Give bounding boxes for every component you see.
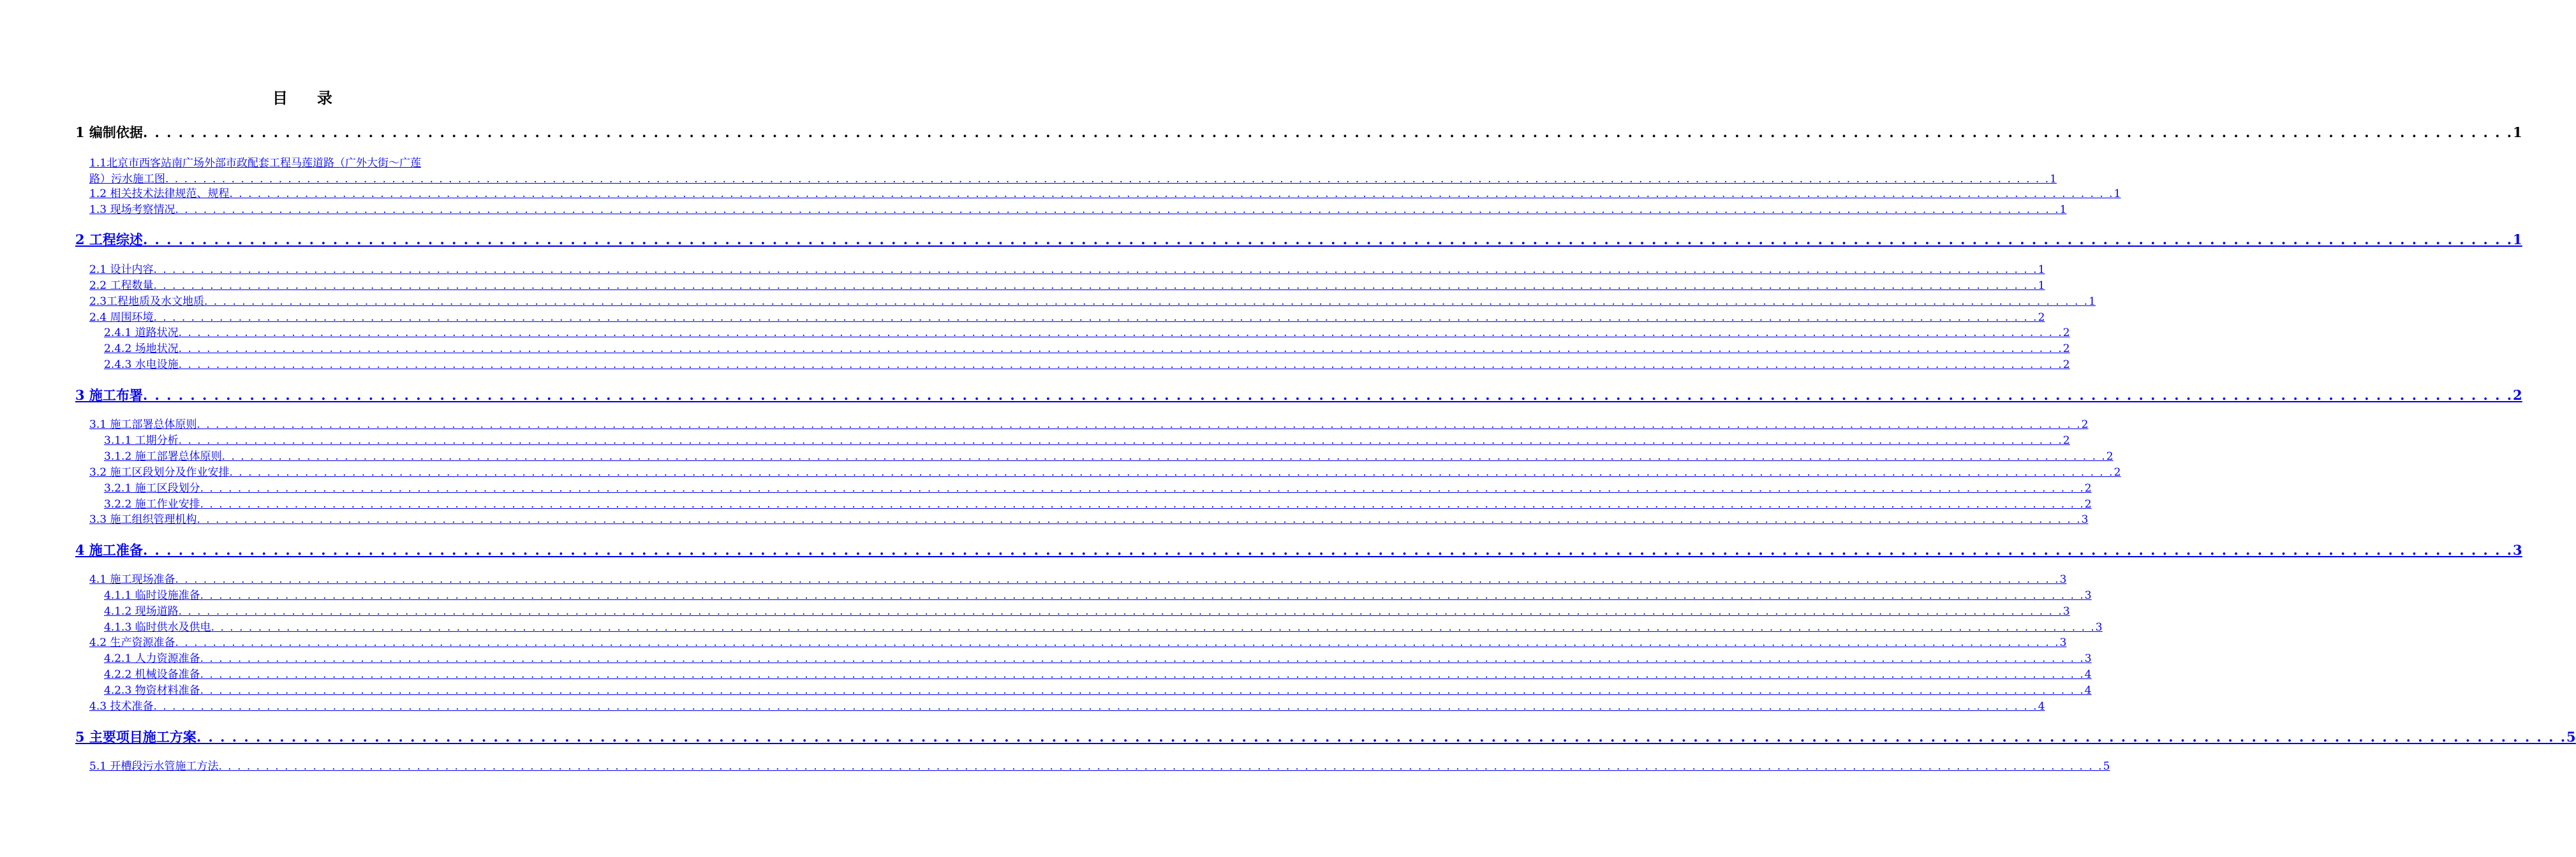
toc-entry-5[interactable]: 5 主要项目施工方案 . . . . . . . . . . . . . . . . . . . . . . . . . . . . . . . . . . . . . . . . . . . . . . . . . . . . . . . . . . . . . . . . . . . . . . . . . . . . . . . . . . . . . . . . . . . . . . . . . . . . . . . . . . . . . . . . . . . . . . . . . . . . . . . . . . . . . . . . . . . . . . . . . . . . . . . . . . . . . . . . . . . . . . . . . . . . . . . . . . . . . . . . . . . . . . . . . . . . . . . . 5 bbox=[75, 729, 2576, 745]
toc-entry-3[interactable]: 3 施工布署 . . . . . . . . . . . . . . . . . . . . . . . . . . . . . . . . . . . . . . . . . . . . . . . . . . . . . . . . . . . . . . . . . . . . . . . . . . . . . . . . . . . . . . . . . . . . . . . . . . . . . . . . . . . . . . . . . . . . . . . . . . . . . . . . . . . . . . . . . . . . . . . . . . . . . . . . . . . . . . . . . . . . . . . . . . . . . . . . . . . . . . . . . . . . . . . . . . . . . . . . 2 bbox=[75, 387, 2522, 403]
toc-leader-dots: . . . . . . . . . . . . . . . . . . . . . . . . . . . . . . . . . . . . . . . . . . . . . . . . . . . . . . . . . . . . . . . . . . . . . . . . . . . . . . . . . . . . . . . . . . . . . . . . . . . . . . . . . . . . . . . . . . . . . . . . . . . . . . . . . . . . . . . . . . . . . . . . . . . . . . . . . . . . . . . . . . . . . . . . . . . . . . . . . . . . . . . . . . . . . . . . . . . . . . . . bbox=[153, 279, 2038, 292]
toc-entry-4-1-1[interactable]: 4.1.1 临时设施准备 . . . . . . . . . . . . . . . . . . . . . . . . . . . . . . . . . . . . . . . . . . . . . . . . . . . . . . . . . . . . . . . . . . . . . . . . . . . . . . . . . . . . . . . . . . . . . . . . . . . . . . . . . . . . . . . . . . . . . . . . . . . . . . . . . . . . . . . . . . . . . . . . . . . . . . . . . . . . . . . . . . . . . . . . . . . . . . . . . . . . . . . . . . . . . . . . . . . . . . . . 3 bbox=[104, 589, 2092, 602]
toc-leader-dots: . . . . . . . . . . . . . . . . . . . . . . . . . . . . . . . . . . . . . . . . . . . . . . . . . . . . . . . . . . . . . . . . . . . . . . . . . . . . . . . . . . . . . . . . . . . . . . . . . . . . . . . . . . . . . . . . . . . . . . . . . . . . . . . . . . . . . . . . . . . . . . . . . . . . . . . . . . . . . . . . . . . . . . . . . . . . . . . . . . . . . . . . . . . . . . . . . . . . . . . . bbox=[178, 342, 2063, 355]
toc-entry-2-4-2[interactable]: 2.4.2 场地状况 . . . . . . . . . . . . . . . . . . . . . . . . . . . . . . . . . . . . . . . . . . . . . . . . . . . . . . . . . . . . . . . . . . . . . . . . . . . . . . . . . . . . . . . . . . . . . . . . . . . . . . . . . . . . . . . . . . . . . . . . . . . . . . . . . . . . . . . . . . . . . . . . . . . . . . . . . . . . . . . . . . . . . . . . . . . . . . . . . . . . . . . . . . . . . . . . . . . . . . . . 2 bbox=[104, 342, 2070, 355]
toc-leader-dots: . . . . . . . . . . . . . . . . . . . . . . . . . . . . . . . . . . . . . . . . . . . . . . . . . . . . . . . . . . . . . . . . . . . . . . . . . . . . . . . . . . . . . . . . . . . . . . . . . . . . . . . . . . . . . . . . . . . . . . . . . . . . . . . . . . . . . . . . . . . . . . . . . . . . . . . . . . . . . . . . . . . . . . . . . . . . . . . . . . . . . . . . . . . . . . . . . . . . . . . . bbox=[142, 542, 2513, 558]
toc-entry-3-1[interactable]: 3.1 施工部署总体原则 . . . . . . . . . . . . . . . . . . . . . . . . . . . . . . . . . . . . . . . . . . . . . . . . . . . . . . . . . . . . . . . . . . . . . . . . . . . . . . . . . . . . . . . . . . . . . . . . . . . . . . . . . . . . . . . . . . . . . . . . . . . . . . . . . . . . . . . . . . . . . . . . . . . . . . . . . . . . . . . . . . . . . . . . . . . . . . . . . . . . . . . . . . . . . . . . . . . . . . . . 2 bbox=[89, 418, 2089, 431]
toc-title: 目 录 bbox=[272, 89, 334, 107]
toc-entry-2[interactable]: 2 工程综述 . . . . . . . . . . . . . . . . . . . . . . . . . . . . . . . . . . . . . . . . . . . . . . . . . . . . . . . . . . . . . . . . . . . . . . . . . . . . . . . . . . . . . . . . . . . . . . . . . . . . . . . . . . . . . . . . . . . . . . . . . . . . . . . . . . . . . . . . . . . . . . . . . . . . . . . . . . . . . . . . . . . . . . . . . . . . . . . . . . . . . . . . . . . . . . . . . . . . . . . . 1 bbox=[75, 231, 2522, 247]
toc-entry-3-2-2[interactable]: 3.2.2 施工作业安排 . . . . . . . . . . . . . . . . . . . . . . . . . . . . . . . . . . . . . . . . . . . . . . . . . . . . . . . . . . . . . . . . . . . . . . . . . . . . . . . . . . . . . . . . . . . . . . . . . . . . . . . . . . . . . . . . . . . . . . . . . . . . . . . . . . . . . . . . . . . . . . . . . . . . . . . . . . . . . . . . . . . . . . . . . . . . . . . . . . . . . . . . . . . . . . . . . . . . . . . . 2 bbox=[104, 498, 2092, 511]
toc-leader-dots: . . . . . . . . . . . . . . . . . . . . . . . . . . . . . . . . . . . . . . . . . . . . . . . . . . . . . . . . . . . . . . . . . . . . . . . . . . . . . . . . . . . . . . . . . . . . . . . . . . . . . . . . . . . . . . . . . . . . . . . . . . . . . . . . . . . . . . . . . . . . . . . . . . . . . . . . . . . . . . . . . . . . . . . . . . . . . . . . . . . . . . . . . . . . . . . . . . . . . . . . bbox=[142, 231, 2513, 247]
toc-entry-4-1-2[interactable]: 4.1.2 现场道路 . . . . . . . . . . . . . . . . . . . . . . . . . . . . . . . . . . . . . . . . . . . . . . . . . . . . . . . . . . . . . . . . . . . . . . . . . . . . . . . . . . . . . . . . . . . . . . . . . . . . . . . . . . . . . . . . . . . . . . . . . . . . . . . . . . . . . . . . . . . . . . . . . . . . . . . . . . . . . . . . . . . . . . . . . . . . . . . . . . . . . . . . . . . . . . . . . . . . . . . . 3 bbox=[104, 605, 2070, 618]
toc-entry-1-2[interactable]: 1.2 相关技术法律规范、规程 . . . . . . . . . . . . . . . . . . . . . . . . . . . . . . . . . . . . . . . . . . . . . . . . . . . . . . . . . . . . . . . . . . . . . . . . . . . . . . . . . . . . . . . . . . . . . . . . . . . . . . . . . . . . . . . . . . . . . . . . . . . . . . . . . . . . . . . . . . . . . . . . . . . . . . . . . . . . . . . . . . . . . . . . . . . . . . . . . . . . . . . . . . . . . . . . . . . . . . . . 1 bbox=[89, 187, 2121, 200]
toc-entry-1-3[interactable]: 1.3 现场考察情况 . . . . . . . . . . . . . . . . . . . . . . . . . . . . . . . . . . . . . . . . . . . . . . . . . . . . . . . . . . . . . . . . . . . . . . . . . . . . . . . . . . . . . . . . . . . . . . . . . . . . . . . . . . . . . . . . . . . . . . . . . . . . . . . . . . . . . . . . . . . . . . . . . . . . . . . . . . . . . . . . . . . . . . . . . . . . . . . . . . . . . . . . . . . . . . . . . . . . . . . . 1 bbox=[89, 203, 2067, 216]
toc-leader-dots: . . . . . . . . . . . . . . . . . . . . . . . . . . . . . . . . . . . . . . . . . . . . . . . . . . . . . . . . . . . . . . . . . . . . . . . . . . . . . . . . . . . . . . . . . . . . . . . . . . . . . . . . . . . . . . . . . . . . . . . . . . . . . . . . . . . . . . . . . . . . . . . . . . . . . . . . . . . . . . . . . . . . . . . . . . . . . . . . . . . . . . . . . . . . . . . . . . . . . . . . bbox=[200, 589, 2085, 602]
toc-entry-2-3[interactable]: 2.3工程地质及水文地质 . . . . . . . . . . . . . . . . . . . . . . . . . . . . . . . . . . . . . . . . . . . . . . . . . . . . . . . . . . . . . . . . . . . . . . . . . . . . . . . . . . . . . . . . . . . . . . . . . . . . . . . . . . . . . . . . . . . . . . . . . . . . . . . . . . . . . . . . . . . . . . . . . . . . . . . . . . . . . . . . . . . . . . . . . . . . . . . . . . . . . . . . . . . . . . . . . . . . . . . . 1 bbox=[89, 295, 2096, 308]
toc-leader-dots: . . . . . . . . . . . . . . . . . . . . . . . . . . . . . . . . . . . . . . . . . . . . . . . . . . . . . . . . . . . . . . . . . . . . . . . . . . . . . . . . . . . . . . . . . . . . . . . . . . . . . . . . . . . . . . . . . . . . . . . . . . . . . . . . . . . . . . . . . . . . . . . . . . . . . . . . . . . . . . . . . . . . . . . . . . . . . . . . . . . . . . . . . . . . . . . . . . . . . . . . bbox=[229, 466, 2114, 479]
toc-entry-4-2-3[interactable]: 4.2.3 物资材料准备 . . . . . . . . . . . . . . . . . . . . . . . . . . . . . . . . . . . . . . . . . . . . . . . . . . . . . . . . . . . . . . . . . . . . . . . . . . . . . . . . . . . . . . . . . . . . . . . . . . . . . . . . . . . . . . . . . . . . . . . . . . . . . . . . . . . . . . . . . . . . . . . . . . . . . . . . . . . . . . . . . . . . . . . . . . . . . . . . . . . . . . . . . . . . . . . . . . . . . . . . 4 bbox=[104, 684, 2092, 697]
toc-leader-dots: . . . . . . . . . . . . . . . . . . . . . . . . . . . . . . . . . . . . . . . . . . . . . . . . . . . . . . . . . . . . . . . . . . . . . . . . . . . . . . . . . . . . . . . . . . . . . . . . . . . . . . . . . . . . . . . . . . . . . . . . . . . . . . . . . . . . . . . . . . . . . . . . . . . . . . . . . . . . . . . . . . . . . . . . . . . . . . . . . . . . . . . . . . . . . . . . . . . . . . . . bbox=[153, 311, 2038, 324]
toc-leader-dots: . . . . . . . . . . . . . . . . . . . . . . . . . . . . . . . . . . . . . . . . . . . . . . . . . . . . . . . . . . . . . . . . . . . . . . . . . . . . . . . . . . . . . . . . . . . . . . . . . . . . . . . . . . . . . . . . . . . . . . . . . . . . . . . . . . . . . . . . . . . . . . . . . . . . . . . . . . . . . . . . . . . . . . . . . . . . . . . . . . . . . . . . . . . . . . . . . . . . . . . . bbox=[142, 124, 2513, 140]
toc-leader-dots: . . . . . . . . . . . . . . . . . . . . . . . . . . . . . . . . . . . . . . . . . . . . . . . . . . . . . . . . . . . . . . . . . . . . . . . . . . . . . . . . . . . . . . . . . . . . . . . . . . . . . . . . . . . . . . . . . . . . . . . . . . . . . . . . . . . . . . . . . . . . . . . . . . . . . . . . . . . . . . . . . . . . . . . . . . . . . . . . . . . . . . . . . . . . . . . . . . . . . . . . bbox=[218, 760, 2103, 773]
toc-leader-dots: . . . . . . . . . . . . . . . . . . . . . . . . . . . . . . . . . . . . . . . . . . . . . . . . . . . . . . . . . . . . . . . . . . . . . . . . . . . . . . . . . . . . . . . . . . . . . . . . . . . . . . . . . . . . . . . . . . . . . . . . . . . . . . . . . . . . . . . . . . . . . . . . . . . . . . . . . . . . . . . . . . . . . . . . . . . . . . . . . . . . . . . . . . . . . . . . . . . . . . . . bbox=[200, 652, 2085, 665]
toc-entry-3-2[interactable]: 3.2 施工区段划分及作业安排 . . . . . . . . . . . . . . . . . . . . . . . . . . . . . . . . . . . . . . . . . . . . . . . . . . . . . . . . . . . . . . . . . . . . . . . . . . . . . . . . . . . . . . . . . . . . . . . . . . . . . . . . . . . . . . . . . . . . . . . . . . . . . . . . . . . . . . . . . . . . . . . . . . . . . . . . . . . . . . . . . . . . . . . . . . . . . . . . . . . . . . . . . . . . . . . . . . . . . . . . 2 bbox=[89, 466, 2121, 479]
toc-leader-dots: . . . . . . . . . . . . . . . . . . . . . . . . . . . . . . . . . . . . . . . . . . . . . . . . . . . . . . . . . . . . . . . . . . . . . . . . . . . . . . . . . . . . . . . . . . . . . . . . . . . . . . . . . . . . . . . . . . . . . . . . . . . . . . . . . . . . . . . . . . . . . . . . . . . . . . . . . . . . . . . . . . . . . . . . . . . . . . . . . . . . . . . . . . . . . . . . . . . . . . . . bbox=[142, 387, 2513, 403]
toc-leader-dots: . . . . . . . . . . . . . . . . . . . . . . . . . . . . . . . . . . . . . . . . . . . . . . . . . . . . . . . . . . . . . . . . . . . . . . . . . . . . . . . . . . . . . . . . . . . . . . . . . . . . . . . . . . . . . . . . . . . . . . . . . . . . . . . . . . . . . . . . . . . . . . . . . . . . . . . . . . . . . . . . . . . . . . . . . . . . . . . . . . . . . . . . . . . . . . . . . . . . . . . . bbox=[153, 263, 2038, 276]
toc-entry-3-1-1[interactable]: 3.1.1 工期分析 . . . . . . . . . . . . . . . . . . . . . . . . . . . . . . . . . . . . . . . . . . . . . . . . . . . . . . . . . . . . . . . . . . . . . . . . . . . . . . . . . . . . . . . . . . . . . . . . . . . . . . . . . . . . . . . . . . . . . . . . . . . . . . . . . . . . . . . . . . . . . . . . . . . . . . . . . . . . . . . . . . . . . . . . . . . . . . . . . . . . . . . . . . . . . . . . . . . . . . . . 2 bbox=[104, 434, 2070, 447]
toc-entry-4-2[interactable]: 4.2 生产资源准备 . . . . . . . . . . . . . . . . . . . . . . . . . . . . . . . . . . . . . . . . . . . . . . . . . . . . . . . . . . . . . . . . . . . . . . . . . . . . . . . . . . . . . . . . . . . . . . . . . . . . . . . . . . . . . . . . . . . . . . . . . . . . . . . . . . . . . . . . . . . . . . . . . . . . . . . . . . . . . . . . . . . . . . . . . . . . . . . . . . . . . . . . . . . . . . . . . . . . . . . . 3 bbox=[89, 636, 2067, 649]
toc-leader-dots: . . . . . . . . . . . . . . . . . . . . . . . . . . . . . . . . . . . . . . . . . . . . . . . . . . . . . . . . . . . . . . . . . . . . . . . . . . . . . . . . . . . . . . . . . . . . . . . . . . . . . . . . . . . . . . . . . . . . . . . . . . . . . . . . . . . . . . . . . . . . . . . . . . . . . . . . . . . . . . . . . . . . . . . . . . . . . . . . . . . . . . . . . . . . . . . . . . . . . . . . bbox=[178, 326, 2063, 339]
toc-leader-dots: . . . . . . . . . . . . . . . . . . . . . . . . . . . . . . . . . . . . . . . . . . . . . . . . . . . . . . . . . . . . . . . . . . . . . . . . . . . . . . . . . . . . . . . . . . . . . . . . . . . . . . . . . . . . . . . . . . . . . . . . . . . . . . . . . . . . . . . . . . . . . . . . . . . . . . . . . . . . . . . . . . . . . . . . . . . . . . . . . . . . . . . . . . . . . . . . . . . . . . . . bbox=[175, 203, 2060, 216]
toc-entry-3-2-1[interactable]: 3.2.1 施工区段划分 . . . . . . . . . . . . . . . . . . . . . . . . . . . . . . . . . . . . . . . . . . . . . . . . . . . . . . . . . . . . . . . . . . . . . . . . . . . . . . . . . . . . . . . . . . . . . . . . . . . . . . . . . . . . . . . . . . . . . . . . . . . . . . . . . . . . . . . . . . . . . . . . . . . . . . . . . . . . . . . . . . . . . . . . . . . . . . . . . . . . . . . . . . . . . . . . . . . . . . . . 2 bbox=[104, 482, 2092, 495]
toc-leader-dots: . . . . . . . . . . . . . . . . . . . . . . . . . . . . . . . . . . . . . . . . . . . . . . . . . . . . . . . . . . . . . . . . . . . . . . . . . . . . . . . . . . . . . . . . . . . . . . . . . . . . . . . . . . . . . . . . . . . . . . . . . . . . . . . . . . . . . . . . . . . . . . . . . . . . . . . . . . . . . . . . . . . . . . . . . . . . . . . . . . . . . . . . . . . . . . . . . . . . . . . . bbox=[221, 450, 2106, 463]
toc-entry-1-1[interactable]: 1.1北京市西客站南广场外部市政配套工程马莲道路（广外大街～广莲 路）污水施工图 . . . . . . . . . . . . . . . . . . . . . . . . . . . . . . . . . . . . . . . . . . . . . . . . . . . . . . . . . . . . . . . . . . . . . . . . . . . . . . . . . . . . . . . . . . . . . . . . . . . . . . . . . . . . . . . . . . . . . . . . . . . . . . . . . . . . . . . . . . . . . . . . . . . . . . . . . . . . . . . . . . . . . . . . . . . . . . . . . . . . . . . . . . . . . . . . . . . . . . . . 1 bbox=[89, 156, 533, 187]
toc-entry-4-1[interactable]: 4.1 施工现场准备 . . . . . . . . . . . . . . . . . . . . . . . . . . . . . . . . . . . . . . . . . . . . . . . . . . . . . . . . . . . . . . . . . . . . . . . . . . . . . . . . . . . . . . . . . . . . . . . . . . . . . . . . . . . . . . . . . . . . . . . . . . . . . . . . . . . . . . . . . . . . . . . . . . . . . . . . . . . . . . . . . . . . . . . . . . . . . . . . . . . . . . . . . . . . . . . . . . . . . . . . 3 bbox=[89, 573, 2067, 586]
toc-leader-dots: . . . . . . . . . . . . . . . . . . . . . . . . . . . . . . . . . . . . . . . . . . . . . . . . . . . . . . . . . . . . . . . . . . . . . . . . . . . . . . . . . . . . . . . . . . . . . . . . . . . . . . . . . . . . . . . . . . . . . . . . . . . . . . . . . . . . . . . . . . . . . . . . . . . . . . . . . . . . . . . . . . . . . . . . . . . . . . . . . . . . . . . . . . . . . . . . . . . . . . . . bbox=[196, 418, 2082, 431]
toc-leader-dots: . . . . . . . . . . . . . . . . . . . . . . . . . . . . . . . . . . . . . . . . . . . . . . . . . . . . . . . . . . . . . . . . . . . . . . . . . . . . . . . . . . . . . . . . . . . . . . . . . . . . . . . . . . . . . . . . . . . . . . . . . . . . . . . . . . . . . . . . . . . . . . . . . . . . . . . . . . . . . . . . . . . . . . . . . . . . . . . . . . . . . . . . . . . . . . . . . . . . . . . . bbox=[178, 605, 2063, 618]
toc-entry-2-2[interactable]: 2.2 工程数量 . . . . . . . . . . . . . . . . . . . . . . . . . . . . . . . . . . . . . . . . . . . . . . . . . . . . . . . . . . . . . . . . . . . . . . . . . . . . . . . . . . . . . . . . . . . . . . . . . . . . . . . . . . . . . . . . . . . . . . . . . . . . . . . . . . . . . . . . . . . . . . . . . . . . . . . . . . . . . . . . . . . . . . . . . . . . . . . . . . . . . . . . . . . . . . . . . . . . . . . . 1 bbox=[89, 279, 2045, 292]
toc-entry-3-1-2[interactable]: 3.1.2 施工部署总体原则 . . . . . . . . . . . . . . . . . . . . . . . . . . . . . . . . . . . . . . . . . . . . . . . . . . . . . . . . . . . . . . . . . . . . . . . . . . . . . . . . . . . . . . . . . . . . . . . . . . . . . . . . . . . . . . . . . . . . . . . . . . . . . . . . . . . . . . . . . . . . . . . . . . . . . . . . . . . . . . . . . . . . . . . . . . . . . . . . . . . . . . . . . . . . . . . . . . . . . . . . 2 bbox=[104, 450, 2113, 463]
toc-leader-dots: . . . . . . . . . . . . . . . . . . . . . . . . . . . . . . . . . . . . . . . . . . . . . . . . . . . . . . . . . . . . . . . . . . . . . . . . . . . . . . . . . . . . . . . . . . . . . . . . . . . . . . . . . . . . . . . . . . . . . . . . . . . . . . . . . . . . . . . . . . . . . . . . . . . . . . . . . . . . . . . . . . . . . . . . . . . . . . . . . . . . . . . . . . . . . . . . . . . . . . . . bbox=[229, 187, 2114, 200]
toc-leader-dots: . . . . . . . . . . . . . . . . . . . . . . . . . . . . . . . . . . . . . . . . . . . . . . . . . . . . . . . . . . . . . . . . . . . . . . . . . . . . . . . . . . . . . . . . . . . . . . . . . . . . . . . . . . . . . . . . . . . . . . . . . . . . . . . . . . . . . . . . . . . . . . . . . . . . . . . . . . . . . . . . . . . . . . . . . . . . . . . . . . . . . . . . . . . . . . . . . . . . . . . . bbox=[204, 295, 2089, 308]
toc-leader-dots: . . . . . . . . . . . . . . . . . . . . . . . . . . . . . . . . . . . . . . . . . . . . . . . . . . . . . . . . . . . . . . . . . . . . . . . . . . . . . . . . . . . . . . . . . . . . . . . . . . . . . . . . . . . . . . . . . . . . . . . . . . . . . . . . . . . . . . . . . . . . . . . . . . . . . . . . . . . . . . . . . . . . . . . . . . . . . . . . . . . . . . . . . . . . . . . . . . . . . . . . bbox=[196, 513, 2082, 526]
toc-entry-2-1[interactable]: 2.1 设计内容 . . . . . . . . . . . . . . . . . . . . . . . . . . . . . . . . . . . . . . . . . . . . . . . . . . . . . . . . . . . . . . . . . . . . . . . . . . . . . . . . . . . . . . . . . . . . . . . . . . . . . . . . . . . . . . . . . . . . . . . . . . . . . . . . . . . . . . . . . . . . . . . . . . . . . . . . . . . . . . . . . . . . . . . . . . . . . . . . . . . . . . . . . . . . . . . . . . . . . . . . 1 bbox=[89, 263, 2045, 276]
toc-leader-dots: . . . . . . . . . . . . . . . . . . . . . . . . . . . . . . . . . . . . . . . . . . . . . . . . . . . . . . . . . . . . . . . . . . . . . . . . . . . . . . . . . . . . . . . . . . . . . . . . . . . . . . . . . . . . . . . . . . . . . . . . . . . . . . . . . . . . . . . . . . . . . . . . . . . . . . . . . . . . . . . . . . . . . . . . . . . . . . . . . . . . . . . . . . . . . . . . . . . . . . . . bbox=[211, 621, 2096, 634]
toc-entry-2-4[interactable]: 2.4 周围环境 . . . . . . . . . . . . . . . . . . . . . . . . . . . . . . . . . . . . . . . . . . . . . . . . . . . . . . . . . . . . . . . . . . . . . . . . . . . . . . . . . . . . . . . . . . . . . . . . . . . . . . . . . . . . . . . . . . . . . . . . . . . . . . . . . . . . . . . . . . . . . . . . . . . . . . . . . . . . . . . . . . . . . . . . . . . . . . . . . . . . . . . . . . . . . . . . . . . . . . . . 2 bbox=[89, 311, 2045, 324]
toc-entry-4-2-1[interactable]: 4.2.1 人力资源准备 . . . . . . . . . . . . . . . . . . . . . . . . . . . . . . . . . . . . . . . . . . . . . . . . . . . . . . . . . . . . . . . . . . . . . . . . . . . . . . . . . . . . . . . . . . . . . . . . . . . . . . . . . . . . . . . . . . . . . . . . . . . . . . . . . . . . . . . . . . . . . . . . . . . . . . . . . . . . . . . . . . . . . . . . . . . . . . . . . . . . . . . . . . . . . . . . . . . . . . . . 3 bbox=[104, 652, 2092, 665]
toc-leader-dots: . . . . . . . . . . . . . . . . . . . . . . . . . . . . . . . . . . . . . . . . . . . . . . . . . . . . . . . . . . . . . . . . . . . . . . . . . . . . . . . . . . . . . . . . . . . . . . . . . . . . . . . . . . . . . . . . . . . . . . . . . . . . . . . . . . . . . . . . . . . . . . . . . . . . . . . . . . . . . . . . . . . . . . . . . . . . . . . . . . . . . . . . . . . . . . . . . . . . . . . . bbox=[200, 684, 2085, 697]
toc-entry-2-4-3[interactable]: 2.4.3 水电设施 . . . . . . . . . . . . . . . . . . . . . . . . . . . . . . . . . . . . . . . . . . . . . . . . . . . . . . . . . . . . . . . . . . . . . . . . . . . . . . . . . . . . . . . . . . . . . . . . . . . . . . . . . . . . . . . . . . . . . . . . . . . . . . . . . . . . . . . . . . . . . . . . . . . . . . . . . . . . . . . . . . . . . . . . . . . . . . . . . . . . . . . . . . . . . . . . . . . . . . . . 2 bbox=[104, 358, 2070, 371]
toc-leader-dots: . . . . . . . . . . . . . . . . . . . . . . . . . . . . . . . . . . . . . . . . . . . . . . . . . . . . . . . . . . . . . . . . . . . . . . . . . . . . . . . . . . . . . . . . . . . . . . . . . . . . . . . . . . . . . . . . . . . . . . . . . . . . . . . . . . . . . . . . . . . . . . . . . . . . . . . . . . . . . . . . . . . . . . . . . . . . . . . . . . . . . . . . . . . . . . . . . . . . . . . . bbox=[178, 434, 2063, 447]
toc-leader-dots: . . . . . . . . . . . . . . . . . . . . . . . . . . . . . . . . . . . . . . . . . . . . . . . . . . . . . . . . . . . . . . . . . . . . . . . . . . . . . . . . . . . . . . . . . . . . . . . . . . . . . . . . . . . . . . . . . . . . . . . . . . . . . . . . . . . . . . . . . . . . . . . . . . . . . . . . . . . . . . . . . . . . . . . . . . . . . . . . . . . . . . . . . . . . . . . . . . . . . . . . bbox=[175, 636, 2060, 649]
toc-entry-4-2-2[interactable]: 4.2.2 机械设备准备 . . . . . . . . . . . . . . . . . . . . . . . . . . . . . . . . . . . . . . . . . . . . . . . . . . . . . . . . . . . . . . . . . . . . . . . . . . . . . . . . . . . . . . . . . . . . . . . . . . . . . . . . . . . . . . . . . . . . . . . . . . . . . . . . . . . . . . . . . . . . . . . . . . . . . . . . . . . . . . . . . . . . . . . . . . . . . . . . . . . . . . . . . . . . . . . . . . . . . . . . 4 bbox=[104, 668, 2092, 681]
toc-leader-dots: . . . . . . . . . . . . . . . . . . . . . . . . . . . . . . . . . . . . . . . . . . . . . . . . . . . . . . . . . . . . . . . . . . . . . . . . . . . . . . . . . . . . . . . . . . . . . . . . . . . . . . . . . . . . . . . . . . . . . . . . . . . . . . . . . . . . . . . . . . . . . . . . . . . . . . . . . . . . . . . . . . . . . . . . . . . . . . . . . . . . . . . . . . . . . . . . . . . . . . . . bbox=[200, 668, 2085, 681]
toc-entry-1[interactable]: 1 编制依据 . . . . . . . . . . . . . . . . . . . . . . . . . . . . . . . . . . . . . . . . . . . . . . . . . . . . . . . . . . . . . . . . . . . . . . . . . . . . . . . . . . . . . . . . . . . . . . . . . . . . . . . . . . . . . . . . . . . . . . . . . . . . . . . . . . . . . . . . . . . . . . . . . . . . . . . . . . . . . . . . . . . . . . . . . . . . . . . . . . . . . . . . . . . . . . . . . . . . . . . . 1 bbox=[75, 124, 2522, 140]
toc-entry-4-3[interactable]: 4.3 技术准备 . . . . . . . . . . . . . . . . . . . . . . . . . . . . . . . . . . . . . . . . . . . . . . . . . . . . . . . . . . . . . . . . . . . . . . . . . . . . . . . . . . . . . . . . . . . . . . . . . . . . . . . . . . . . . . . . . . . . . . . . . . . . . . . . . . . . . . . . . . . . . . . . . . . . . . . . . . . . . . . . . . . . . . . . . . . . . . . . . . . . . . . . . . . . . . . . . . . . . . . . 4 bbox=[89, 700, 2045, 713]
toc-entry-3-3[interactable]: 3.3 施工组织管理机构 . . . . . . . . . . . . . . . . . . . . . . . . . . . . . . . . . . . . . . . . . . . . . . . . . . . . . . . . . . . . . . . . . . . . . . . . . . . . . . . . . . . . . . . . . . . . . . . . . . . . . . . . . . . . . . . . . . . . . . . . . . . . . . . . . . . . . . . . . . . . . . . . . . . . . . . . . . . . . . . . . . . . . . . . . . . . . . . . . . . . . . . . . . . . . . . . . . . . . . . . 3 bbox=[89, 513, 2089, 526]
toc-entry-5-1[interactable]: 5.1 开槽段污水管施工方法 . . . . . . . . . . . . . . . . . . . . . . . . . . . . . . . . . . . . . . . . . . . . . . . . . . . . . . . . . . . . . . . . . . . . . . . . . . . . . . . . . . . . . . . . . . . . . . . . . . . . . . . . . . . . . . . . . . . . . . . . . . . . . . . . . . . . . . . . . . . . . . . . . . . . . . . . . . . . . . . . . . . . . . . . . . . . . . . . . . . . . . . . . . . . . . . . . . . . . . . . 5 bbox=[89, 760, 2110, 773]
toc-entry-4[interactable]: 4 施工准备 . . . . . . . . . . . . . . . . . . . . . . . . . . . . . . . . . . . . . . . . . . . . . . . . . . . . . . . . . . . . . . . . . . . . . . . . . . . . . . . . . . . . . . . . . . . . . . . . . . . . . . . . . . . . . . . . . . . . . . . . . . . . . . . . . . . . . . . . . . . . . . . . . . . . . . . . . . . . . . . . . . . . . . . . . . . . . . . . . . . . . . . . . . . . . . . . . . . . . . . . 3 bbox=[75, 542, 2522, 558]
toc-leader-dots: . . . . . . . . . . . . . . . . . . . . . . . . . . . . . . . . . . . . . . . . . . . . . . . . . . . . . . . . . . . . . . . . . . . . . . . . . . . . . . . . . . . . . . . . . . . . . . . . . . . . . . . . . . . . . . . . . . . . . . . . . . . . . . . . . . . . . . . . . . . . . . . . . . . . . . . . . . . . . . . . . . . . . . . . . . . . . . . . . . . . . . . . . . . . . . . . . . . . . . . . bbox=[196, 729, 2567, 745]
toc-leader-dots: . . . . . . . . . . . . . . . . . . . . . . . . . . . . . . . . . . . . . . . . . . . . . . . . . . . . . . . . . . . . . . . . . . . . . . . . . . . . . . . . . . . . . . . . . . . . . . . . . . . . . . . . . . . . . . . . . . . . . . . . . . . . . . . . . . . . . . . . . . . . . . . . . . . . . . . . . . . . . . . . . . . . . . . . . . . . . . . . . . . . . . . . . . . . . . . . . . . . . . . . bbox=[200, 482, 2085, 495]
toc-leader-dots: . . . . . . . . . . . . . . . . . . . . . . . . . . . . . . . . . . . . . . . . . . . . . . . . . . . . . . . . . . . . . . . . . . . . . . . . . . . . . . . . . . . . . . . . . . . . . . . . . . . . . . . . . . . . . . . . . . . . . . . . . . . . . . . . . . . . . . . . . . . . . . . . . . . . . . . . . . . . . . . . . . . . . . . . . . . . . . . . . . . . . . . . . . . . . . . . . . . . . . . . bbox=[175, 573, 2060, 586]
toc-leader-dots: . . . . . . . . . . . . . . . . . . . . . . . . . . . . . . . . . . . . . . . . . . . . . . . . . . . . . . . . . . . . . . . . . . . . . . . . . . . . . . . . . . . . . . . . . . . . . . . . . . . . . . . . . . . . . . . . . . . . . . . . . . . . . . . . . . . . . . . . . . . . . . . . . . . . . . . . . . . . . . . . . . . . . . . . . . . . . . . . . . . . . . . . . . . . . . . . . . . . . . . . bbox=[165, 173, 2050, 186]
toc-entry-4-1-3[interactable]: 4.1.3 临时供水及供电 . . . . . . . . . . . . . . . . . . . . . . . . . . . . . . . . . . . . . . . . . . . . . . . . . . . . . . . . . . . . . . . . . . . . . . . . . . . . . . . . . . . . . . . . . . . . . . . . . . . . . . . . . . . . . . . . . . . . . . . . . . . . . . . . . . . . . . . . . . . . . . . . . . . . . . . . . . . . . . . . . . . . . . . . . . . . . . . . . . . . . . . . . . . . . . . . . . . . . . . . 3 bbox=[104, 621, 2103, 634]
toc-leader-dots: . . . . . . . . . . . . . . . . . . . . . . . . . . . . . . . . . . . . . . . . . . . . . . . . . . . . . . . . . . . . . . . . . . . . . . . . . . . . . . . . . . . . . . . . . . . . . . . . . . . . . . . . . . . . . . . . . . . . . . . . . . . . . . . . . . . . . . . . . . . . . . . . . . . . . . . . . . . . . . . . . . . . . . . . . . . . . . . . . . . . . . . . . . . . . . . . . . . . . . . . bbox=[153, 700, 2038, 713]
toc-entry-2-4-1[interactable]: 2.4.1 道路状况 . . . . . . . . . . . . . . . . . . . . . . . . . . . . . . . . . . . . . . . . . . . . . . . . . . . . . . . . . . . . . . . . . . . . . . . . . . . . . . . . . . . . . . . . . . . . . . . . . . . . . . . . . . . . . . . . . . . . . . . . . . . . . . . . . . . . . . . . . . . . . . . . . . . . . . . . . . . . . . . . . . . . . . . . . . . . . . . . . . . . . . . . . . . . . . . . . . . . . . . . 2 bbox=[104, 326, 2070, 339]
toc-leader-dots: . . . . . . . . . . . . . . . . . . . . . . . . . . . . . . . . . . . . . . . . . . . . . . . . . . . . . . . . . . . . . . . . . . . . . . . . . . . . . . . . . . . . . . . . . . . . . . . . . . . . . . . . . . . . . . . . . . . . . . . . . . . . . . . . . . . . . . . . . . . . . . . . . . . . . . . . . . . . . . . . . . . . . . . . . . . . . . . . . . . . . . . . . . . . . . . . . . . . . . . . bbox=[178, 358, 2063, 371]
toc-leader-dots: . . . . . . . . . . . . . . . . . . . . . . . . . . . . . . . . . . . . . . . . . . . . . . . . . . . . . . . . . . . . . . . . . . . . . . . . . . . . . . . . . . . . . . . . . . . . . . . . . . . . . . . . . . . . . . . . . . . . . . . . . . . . . . . . . . . . . . . . . . . . . . . . . . . . . . . . . . . . . . . . . . . . . . . . . . . . . . . . . . . . . . . . . . . . . . . . . . . . . . . . bbox=[200, 498, 2085, 511]
